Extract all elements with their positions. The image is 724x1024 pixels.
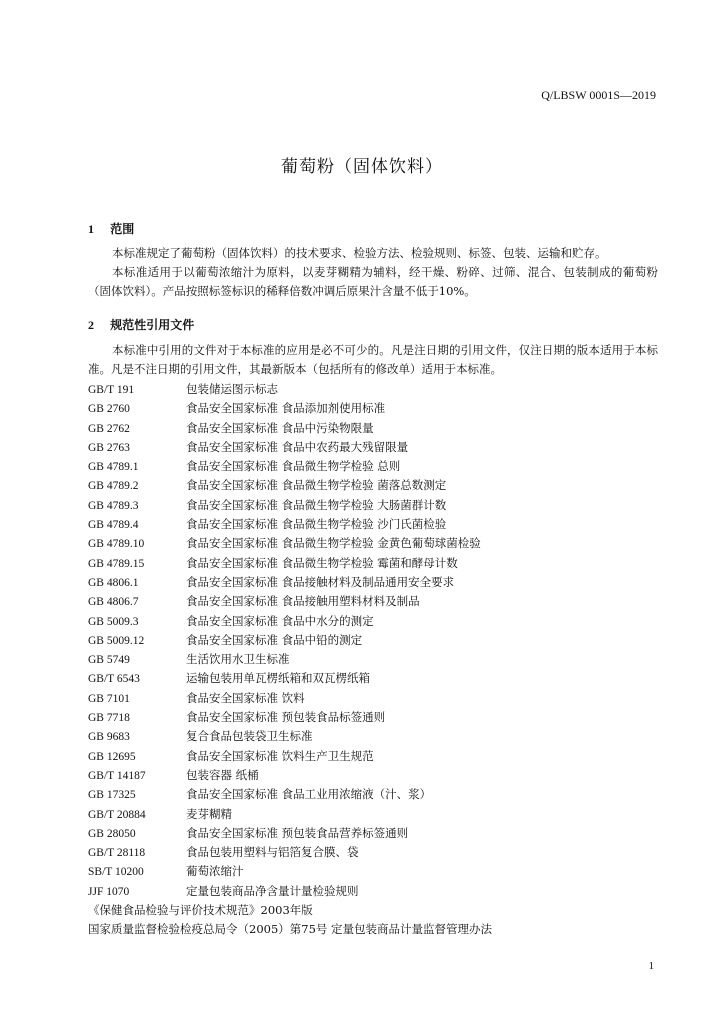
reference-row xyxy=(88,476,492,495)
reference-code: GB 7101 xyxy=(88,692,130,705)
reference-row xyxy=(88,419,492,438)
reference-code: GB/T 191 xyxy=(88,384,135,396)
reference-title: 食品安全国家标准 饮料 xyxy=(186,690,305,705)
reference-row xyxy=(88,515,492,534)
reference-code: GB 2763 xyxy=(88,441,130,454)
reference-row xyxy=(88,534,492,553)
section-1-number: 1 xyxy=(88,222,94,236)
reference-title: 食品包装用塑料与铝箔复合膜、袋 xyxy=(186,845,359,860)
reference-code: GB 4789.4 xyxy=(88,519,139,532)
reference-row xyxy=(88,824,492,843)
reference-row xyxy=(88,766,492,785)
section-2-intro: 本标准中引用的文件对于本标准的应用是必不可少的。凡是注日期的引用文件，仅注日期的版本适用于本标准。凡是不注日期的引用文件，其最新版本（包括所有的修改单）适用于本标准。 xyxy=(88,343,658,376)
reference-code: GB/T 20884 xyxy=(88,808,146,821)
reference-code: GB 4789.15 xyxy=(88,557,145,570)
reference-code: GB 2762 xyxy=(88,422,130,435)
reference-row xyxy=(88,747,492,766)
reference-row xyxy=(88,689,492,708)
reference-row xyxy=(88,399,492,418)
reference-row xyxy=(88,631,492,650)
reference-code: GB 4806.1 xyxy=(88,576,139,589)
reference-row xyxy=(88,669,492,688)
reference-code: JJF 1070 xyxy=(88,885,130,898)
section-1-paragraph-1: 本标准规定了葡萄粉（固体饮料）的技术要求、检验方法、检验规则、标签、包装、运输和贮存。 xyxy=(112,246,607,260)
reference-title: 葡萄浓缩汁 xyxy=(186,864,244,879)
reference-title: 食品安全国家标准 食品微生物学检验 金黄色葡萄球菌检验 xyxy=(186,536,481,551)
reference-title: 食品安全国家标准 食品中农药最大残留限量 xyxy=(186,439,409,454)
reference-code: GB 4789.2 xyxy=(88,480,139,493)
reference-title: 食品安全国家标准 食品微生物学检验 大肠菌群计数 xyxy=(186,497,447,512)
doc-code: Q/LBSW 0001S—2019 xyxy=(541,88,656,102)
reference-title: 生活饮用水卫生标准 xyxy=(186,652,290,667)
reference-title: 食品安全国家标准 饮料生产卫生规范 xyxy=(186,748,374,763)
reference-code: GB 12695 xyxy=(88,750,136,763)
reference-row xyxy=(88,457,492,476)
reference-row xyxy=(88,496,492,515)
reference-code: GB 4789.10 xyxy=(88,538,145,551)
reference-title: 食品安全国家标准 食品中铅的测定 xyxy=(186,632,363,647)
reference-row xyxy=(88,612,492,631)
section-1-heading xyxy=(88,220,134,237)
document-title: 葡萄粉（固体饮料） xyxy=(281,157,443,177)
reference-title: 食品安全国家标准 食品中水分的测定 xyxy=(186,613,374,628)
section-1-title: 范围 xyxy=(110,222,135,236)
reference-row xyxy=(88,380,492,399)
reference-code: GB 5009.3 xyxy=(88,615,139,628)
reference-code: GB 7718 xyxy=(88,712,130,725)
reference-code: GB 2760 xyxy=(88,403,130,416)
reference-title: 运输包装用单瓦楞纸箱和双瓦楞纸箱 xyxy=(186,671,370,686)
reference-row xyxy=(88,727,492,746)
reference-title: 食品安全国家标准 食品微生物学检验 总则 xyxy=(186,459,401,474)
reference-code: GB 28050 xyxy=(88,827,136,840)
reference-title: 食品安全国家标准 食品中污染物限量 xyxy=(186,420,374,435)
reference-row xyxy=(88,650,492,669)
reference-title: 食品安全国家标准 预包装食品营养标签通则 xyxy=(186,825,409,840)
reference-title: 食品安全国家标准 食品微生物学检验 沙门氏菌检验 xyxy=(186,517,447,532)
page-number: 1 xyxy=(648,960,654,972)
reference-title: 食品安全国家标准 食品接触用塑料材料及制品 xyxy=(186,594,420,609)
reference-code: GB/T 28118 xyxy=(88,847,146,860)
reference-code: GB 9683 xyxy=(88,731,130,744)
reference-row xyxy=(88,785,492,804)
reference-list xyxy=(88,380,492,940)
section-2-title: 规范性引用文件 xyxy=(110,318,195,332)
reference-title: 食品安全国家标准 食品微生物学检验 霉菌和酵母计数 xyxy=(186,555,458,570)
reference-code: SB/T 10200 xyxy=(88,866,144,879)
extra-reference: 国家质量监督检验检疫总局令（2005）第75号 定量包装商品计量监督管理办法 xyxy=(88,922,493,937)
reference-title: 包装储运图示标志 xyxy=(186,382,278,396)
reference-code: GB 4789.1 xyxy=(88,461,139,474)
reference-title: 食品安全国家标准 食品添加剂使用标准 xyxy=(186,401,386,416)
reference-row xyxy=(88,882,492,901)
reference-title: 麦芽糊精 xyxy=(186,806,232,821)
reference-row xyxy=(88,554,492,573)
reference-title: 复合食品包装袋卫生标准 xyxy=(186,729,313,744)
section-2-heading xyxy=(88,316,194,333)
reference-title: 食品安全国家标准 食品接触材料及制品通用安全要求 xyxy=(186,574,455,589)
reference-title: 包装容器 纸桶 xyxy=(186,767,259,782)
reference-title: 食品安全国家标准 预包装食品标签通则 xyxy=(186,710,386,725)
reference-code: GB 5749 xyxy=(88,654,130,667)
section-2-number: 2 xyxy=(88,318,94,332)
reference-code: GB 17325 xyxy=(88,789,136,802)
section-1-paragraph-2: 本标准适用于以葡萄浓缩汁为原料，以麦芽糊精为辅料，经干燥、粉碎、过筛、混合、包装制成的葡萄粉（固体饮料）。产品按照标签标识的稀释倍数冲调后原果汁含量不低于10%。 xyxy=(88,265,658,298)
reference-row xyxy=(88,592,492,611)
reference-code: GB 4806.7 xyxy=(88,596,139,609)
reference-row xyxy=(88,862,492,881)
reference-code: GB 5009.12 xyxy=(88,634,145,647)
reference-code: GB/T 14187 xyxy=(88,769,146,782)
reference-code: GB 4789.3 xyxy=(88,499,139,512)
reference-row xyxy=(88,843,492,862)
reference-code: GB/T 6543 xyxy=(88,673,140,686)
extra-reference: 《保健食品检验与评价技术规范》2003年版 xyxy=(88,903,313,918)
reference-title: 定量包装商品净含量计量检验规则 xyxy=(186,883,359,898)
reference-row xyxy=(88,573,492,592)
reference-row xyxy=(88,805,492,824)
reference-title: 食品安全国家标准 食品微生物学检验 菌落总数测定 xyxy=(186,478,447,493)
reference-row xyxy=(88,438,492,457)
reference-title: 食品安全国家标准 食品工业用浓缩液（汁、浆） xyxy=(186,787,432,802)
reference-row xyxy=(88,708,492,727)
